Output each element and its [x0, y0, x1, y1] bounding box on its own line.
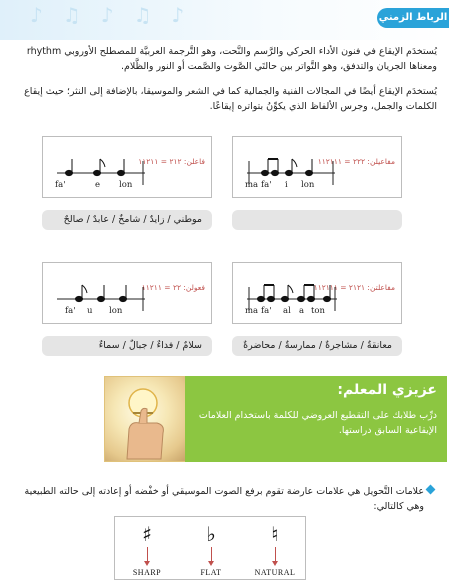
- prosodic-code: فعولن: ٢٢ = ١١٢١١: [141, 283, 205, 292]
- code-value: ٢١٢ = ١١٢١١: [138, 157, 182, 166]
- code-label: مفاعلتن: [369, 283, 395, 292]
- code-label: فاعلن: [186, 157, 205, 166]
- sharp-sign: [117, 523, 177, 577]
- word-examples-pill: سلامٌ / فداءٌ / جبالٌ / سماءٌ: [42, 336, 212, 356]
- bullet-diamond-icon: [426, 485, 436, 495]
- rhythm-card-faulun: [42, 262, 212, 324]
- header-band: [0, 0, 449, 40]
- word-examples-pill: معانقةٌ / مشاجرةٌ / ممارسةٌ / محاضرةٌ: [232, 336, 402, 356]
- sign-label: NATURAL: [254, 568, 296, 577]
- natural-icon: ♮: [271, 522, 279, 546]
- word-examples-pill: [232, 210, 402, 230]
- word-examples-pill: موطني / زايدٌ / شامخٌ / عابدٌ / صالحٌ: [42, 210, 212, 230]
- code-value: ٢٢٢ = ١١٢١١١: [317, 157, 366, 166]
- arrow-down-icon: [275, 547, 276, 563]
- code-value: ٢١٢١ = ١١٢١١١: [313, 283, 366, 292]
- syllable: fa': [65, 306, 76, 316]
- syllable: lon: [109, 306, 123, 316]
- section-tab: الرباط الزمني: [377, 8, 449, 28]
- teacher-note-title: عزيزي المعلم:: [337, 382, 437, 398]
- sign-label: FLAT: [200, 568, 222, 577]
- syllable: fa': [261, 306, 272, 316]
- accidentals-paragraph: علامات التَّحويل هي علامات عارضة تقوم برفع الصوت الموسيقي أو خفْضه أو إعادته إلى حالته الطبيعية وهي كالتالي:: [24, 486, 424, 512]
- intro-paragraph-2: يُستخدَم الإيقاع أيضًا في المجالات الفنية والجمالية كما في الشعر والموسيقا، بالإضافة إلى النثر؛ حيث إيقاع الكلمات والجمل، وجرس الألفاظ الذي يكوِّنُ بتواتره إيقاعًا.: [24, 86, 437, 112]
- rhythm-card-mufaalatun: [232, 262, 402, 324]
- rhythm-notation: [57, 155, 147, 191]
- code-label: مفاعيلن: [369, 157, 395, 166]
- arrow-down-icon: [147, 547, 148, 563]
- syllable: lon: [119, 180, 133, 190]
- teacher-note-banner: [185, 376, 447, 462]
- syllable: ton: [311, 306, 326, 316]
- prosodic-code: فاعلن: ٢١٢ = ١١٢١١: [138, 157, 205, 166]
- sharp-icon: ♯: [142, 522, 152, 546]
- rhythm-card-mafaeelun: [232, 136, 402, 198]
- syllable: al: [283, 306, 291, 316]
- flat-sign: [181, 523, 241, 577]
- rhythm-card-faelun: [42, 136, 212, 198]
- natural-sign: [245, 523, 305, 577]
- rhythm-term: rhythm: [26, 46, 62, 57]
- syllable: e: [95, 180, 101, 190]
- syllable: a: [299, 306, 305, 316]
- flat-icon: ♭: [206, 522, 216, 546]
- teacher-note-body: درِّب طلابك على التقطيع العروضي للكلمة باستخدام العلامات الإيقاعية السابق دراستها.: [198, 410, 437, 436]
- code-value: ٢٢ = ١١٢١١: [141, 283, 181, 292]
- syllable: fa': [55, 180, 66, 190]
- accidentals-box: [114, 516, 306, 580]
- intro-paragraph-1: [14, 44, 437, 74]
- thumbs-up-lightbulb-icon: [104, 376, 186, 462]
- code-label: فعولن: [185, 283, 205, 292]
- syllable: i: [285, 180, 288, 190]
- prosodic-code: مفاعيلن: ٢٢٢ = ١١٢١١١: [317, 157, 395, 166]
- intro-p1-part2: ومعناها الجريان والتدفق، وهو التَّواتر بين حالتَي الصَّوت والصَّمت أو النور والظَّلام.: [120, 61, 437, 72]
- arrow-down-icon: [211, 547, 212, 563]
- syllable: ma: [245, 306, 259, 316]
- sign-label: SHARP: [132, 568, 162, 577]
- syllable: ma: [245, 180, 259, 190]
- prosodic-code: مفاعلتن: ٢١٢١ = ١١٢١١١: [313, 283, 395, 292]
- syllable: u: [87, 306, 93, 316]
- intro-p1-part1: يُستخدَم الإيقاع في فنون الأداء الحركي والرَّسم والنَّحت، وهو التَّرجمة العربيَّة للمصطلح الأوروبي: [64, 46, 437, 57]
- syllable: fa': [261, 180, 272, 190]
- music-notes-decoration-icon: ♪♫♪♫♪: [30, 3, 205, 27]
- syllable: lon: [301, 180, 315, 190]
